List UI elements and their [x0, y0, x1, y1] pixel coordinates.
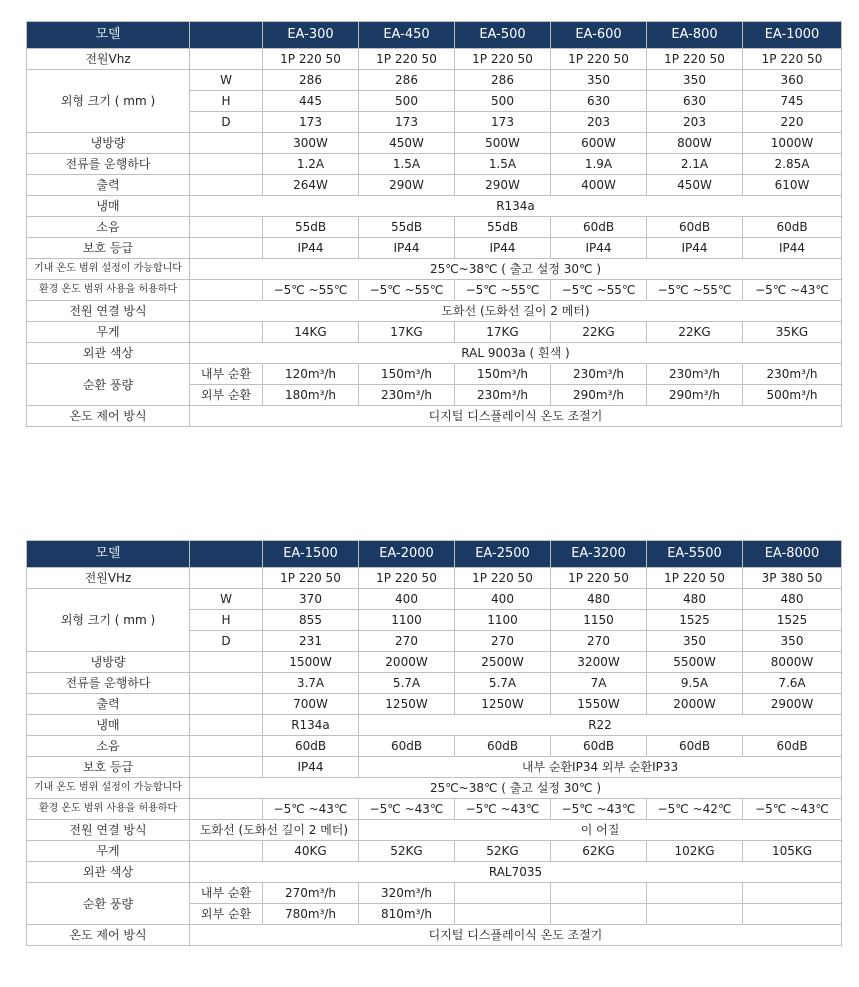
cell-value: 350: [551, 70, 647, 91]
power-row: [27, 49, 842, 70]
cell-value: 2.1A: [647, 154, 743, 175]
cell-value: 290W: [455, 175, 551, 196]
row-label: 온도 제어 방식: [27, 406, 190, 427]
cell-value: 231: [263, 631, 359, 652]
header-label: 모델: [27, 22, 190, 49]
cell-value: 디지털 디스플레이식 온도 조절기: [190, 406, 842, 427]
cell-value: 630: [551, 91, 647, 112]
sub-label: H: [190, 610, 263, 631]
cell-value: 60dB: [359, 736, 455, 757]
model-name: EA-2000: [359, 541, 455, 568]
cell-value: 1P 220 50: [359, 568, 455, 589]
cell-value: 1.2A: [263, 154, 359, 175]
cell-value: R22: [359, 715, 842, 736]
cell-value: 480: [647, 589, 743, 610]
cell-value: 150m³/h: [455, 364, 551, 385]
cell-value: 5.7A: [359, 673, 455, 694]
cell-value: 55dB: [263, 217, 359, 238]
airflow-inner-row: [27, 364, 842, 385]
cell-value: R134a: [263, 715, 359, 736]
cell-value: 610W: [743, 175, 842, 196]
cell-value: 55dB: [359, 217, 455, 238]
cell-value: 17KG: [455, 322, 551, 343]
ambient-temp-row: [27, 799, 842, 820]
row-label: 외관 색상: [27, 862, 190, 883]
sub-blank: [190, 841, 263, 862]
cell-value: 630: [647, 91, 743, 112]
model-name: EA-450: [359, 22, 455, 49]
cell-value: 286: [455, 70, 551, 91]
row-label: 냉방량: [27, 652, 190, 673]
row-label: 무게: [27, 841, 190, 862]
cell-value: 25℃~38℃ ( 출고 설정 30℃ ): [190, 778, 842, 799]
cell-value: 290W: [359, 175, 455, 196]
cell-value: 2500W: [455, 652, 551, 673]
row-label: 외관 색상: [27, 343, 190, 364]
sub-blank: [190, 715, 263, 736]
cell-value: IP44: [359, 238, 455, 259]
row-label: 무게: [27, 322, 190, 343]
cell-value: 350: [647, 631, 743, 652]
cell-value: 40KG: [263, 841, 359, 862]
cell-value: 1150: [551, 610, 647, 631]
cell-value: 450W: [359, 133, 455, 154]
cell-value: 400W: [551, 175, 647, 196]
cell-value: [455, 883, 551, 904]
cell-value: 203: [551, 112, 647, 133]
cell-value: 290m³/h: [551, 385, 647, 406]
cell-value: 이 어질: [359, 820, 842, 841]
cell-value: 1550W: [551, 694, 647, 715]
cell-value: 1P 220 50: [455, 49, 551, 70]
cell-value: [455, 904, 551, 925]
cell-value: 270: [359, 631, 455, 652]
row-label: 보호 등급: [27, 238, 190, 259]
cell-value: 5500W: [647, 652, 743, 673]
sub-blank: [190, 280, 263, 301]
cell-value: 1P 220 50: [263, 568, 359, 589]
sub-label: W: [190, 70, 263, 91]
sub-label: 외부 순환: [190, 385, 263, 406]
cell-value: 270m³/h: [263, 883, 359, 904]
cell-value: 320m³/h: [359, 883, 455, 904]
cell-value: 1100: [359, 610, 455, 631]
refrigerant-row: [27, 196, 842, 217]
cell-value: 105KG: [743, 841, 842, 862]
cell-value: 3200W: [551, 652, 647, 673]
cell-value: −5℃ ~43℃: [743, 799, 842, 820]
cell-value: 22KG: [647, 322, 743, 343]
cell-value: 5.7A: [455, 673, 551, 694]
cell-value: 52KG: [455, 841, 551, 862]
cell-value: IP44: [263, 757, 359, 778]
cell-value: 2000W: [359, 652, 455, 673]
cell-value: 1.9A: [551, 154, 647, 175]
cell-value: −5℃ ~55℃: [647, 280, 743, 301]
cell-value: 264W: [263, 175, 359, 196]
sub-blank: [190, 799, 263, 820]
cell-value: 1P 220 50: [647, 568, 743, 589]
cell-value: 480: [743, 589, 842, 610]
row-label: 순환 풍량: [27, 364, 190, 406]
row-label: 전류를 운행하다: [27, 154, 190, 175]
cell-value: 173: [455, 112, 551, 133]
cell-value: 173: [359, 112, 455, 133]
row-label: 환경 온도 범위 사용을 허용하다: [27, 280, 190, 301]
cell-value: 25℃~38℃ ( 출고 설정 30℃ ): [190, 259, 842, 280]
row-label: 전원 연결 방식: [27, 820, 190, 841]
cell-value: −5℃ ~43℃: [263, 799, 359, 820]
cell-value: 3P 380 50: [743, 568, 842, 589]
cell-value: −5℃ ~43℃: [743, 280, 842, 301]
row-label: 외형 크기 ( mm ): [27, 589, 190, 652]
model-name: EA-500: [455, 22, 551, 49]
cell-value: 150m³/h: [359, 364, 455, 385]
cell-value: [551, 904, 647, 925]
cell-value: IP44: [551, 238, 647, 259]
row-label: 전원Vhz: [27, 49, 190, 70]
current-row: [27, 154, 842, 175]
cell-value: 500W: [455, 133, 551, 154]
row-label: 출력: [27, 694, 190, 715]
cell-value: 290m³/h: [647, 385, 743, 406]
header-label: 모델: [27, 541, 190, 568]
sub-blank: [190, 217, 263, 238]
row-label: 전원 연결 방식: [27, 301, 190, 322]
cell-value: −5℃ ~55℃: [263, 280, 359, 301]
cell-value: 270: [455, 631, 551, 652]
cell-value: 60dB: [647, 736, 743, 757]
cell-value: 810m³/h: [359, 904, 455, 925]
row-label: 냉방량: [27, 133, 190, 154]
cell-value: 745: [743, 91, 842, 112]
cell-value: 도화선 (도화선 길이 2 메터): [190, 301, 842, 322]
cell-value: 8000W: [743, 652, 842, 673]
model-name: EA-1500: [263, 541, 359, 568]
color-row: [27, 343, 842, 364]
power-row: [27, 568, 842, 589]
cell-value: 62KG: [551, 841, 647, 862]
cell-value: 1P 220 50: [359, 49, 455, 70]
cell-value: IP44: [263, 238, 359, 259]
size-w-row: [27, 70, 842, 91]
cooling-row: [27, 652, 842, 673]
cell-value: 700W: [263, 694, 359, 715]
cell-value: 800W: [647, 133, 743, 154]
spec-table-1: [26, 21, 842, 427]
sub-label: 내부 순환: [190, 883, 263, 904]
cell-value: 1250W: [359, 694, 455, 715]
cell-value: 370: [263, 589, 359, 610]
header-blank: [190, 541, 263, 568]
row-label: 소음: [27, 217, 190, 238]
cell-value: 60dB: [743, 217, 842, 238]
cell-value: RAL 9003a ( 흰색 ): [190, 343, 842, 364]
row-label: 냉매: [27, 196, 190, 217]
model-name: EA-5500: [647, 541, 743, 568]
cell-value: 350: [647, 70, 743, 91]
header-row: [27, 22, 842, 49]
cell-value: 780m³/h: [263, 904, 359, 925]
spec-table-2: [26, 540, 842, 946]
model-name: EA-2500: [455, 541, 551, 568]
cell-value: 도화선 (도화선 길이 2 메터): [190, 820, 359, 841]
sub-label: H: [190, 91, 263, 112]
noise-row: [27, 217, 842, 238]
cell-value: 1P 220 50: [551, 49, 647, 70]
cell-value: 55dB: [455, 217, 551, 238]
cell-value: 400: [455, 589, 551, 610]
row-label: 환경 온도 범위 사용을 허용하다: [27, 799, 190, 820]
sub-blank: [190, 736, 263, 757]
row-label: 외형 크기 ( mm ): [27, 70, 190, 133]
cell-value: 400: [359, 589, 455, 610]
sub-label: W: [190, 589, 263, 610]
sub-blank: [190, 694, 263, 715]
model-name: EA-300: [263, 22, 359, 49]
cell-value: 220: [743, 112, 842, 133]
row-label: 전원VHz: [27, 568, 190, 589]
row-label: 소음: [27, 736, 190, 757]
ambient-temp-row: [27, 280, 842, 301]
cell-value: 1.5A: [359, 154, 455, 175]
cell-value: IP44: [743, 238, 842, 259]
cell-value: 230m³/h: [647, 364, 743, 385]
connection-row: [27, 301, 842, 322]
output-row: [27, 175, 842, 196]
row-label: 전류를 운행하다: [27, 673, 190, 694]
cell-value: [551, 883, 647, 904]
cell-value: 230m³/h: [455, 385, 551, 406]
cell-value: −5℃ ~43℃: [551, 799, 647, 820]
cell-value: 60dB: [551, 217, 647, 238]
cell-value: 2.85A: [743, 154, 842, 175]
sub-blank: [190, 154, 263, 175]
sub-blank: [190, 673, 263, 694]
cell-value: −5℃ ~55℃: [455, 280, 551, 301]
row-label: 기내 온도 범위 설정이 가능합니다: [27, 259, 190, 280]
connection-row: [27, 820, 842, 841]
sub-blank: [190, 49, 263, 70]
cell-value: 286: [359, 70, 455, 91]
cell-value: 2900W: [743, 694, 842, 715]
cell-value: 1525: [743, 610, 842, 631]
cell-value: 1525: [647, 610, 743, 631]
refrigerant-row: [27, 715, 842, 736]
weight-row: [27, 322, 842, 343]
cell-value: 445: [263, 91, 359, 112]
cell-value: 500: [359, 91, 455, 112]
cell-value: 3.7A: [263, 673, 359, 694]
cell-value: 52KG: [359, 841, 455, 862]
noise-row: [27, 736, 842, 757]
cell-value: −5℃ ~55℃: [359, 280, 455, 301]
cell-value: 60dB: [551, 736, 647, 757]
cell-value: 230m³/h: [551, 364, 647, 385]
cell-value: IP44: [455, 238, 551, 259]
cell-value: 60dB: [743, 736, 842, 757]
model-name: EA-600: [551, 22, 647, 49]
control-row: [27, 406, 842, 427]
model-name: EA-1000: [743, 22, 842, 49]
cell-value: 1.5A: [455, 154, 551, 175]
weight-row: [27, 841, 842, 862]
cell-value: 14KG: [263, 322, 359, 343]
internal-temp-row: [27, 259, 842, 280]
cell-value: 1000W: [743, 133, 842, 154]
cell-value: 230m³/h: [359, 385, 455, 406]
sub-label: D: [190, 112, 263, 133]
model-name: EA-800: [647, 22, 743, 49]
cell-value: −5℃ ~43℃: [359, 799, 455, 820]
model-name: EA-8000: [743, 541, 842, 568]
cell-value: 1500W: [263, 652, 359, 673]
row-label: 순환 풍량: [27, 883, 190, 925]
cell-value: 1P 220 50: [455, 568, 551, 589]
cell-value: 500m³/h: [743, 385, 842, 406]
sub-blank: [190, 238, 263, 259]
cell-value: 17KG: [359, 322, 455, 343]
cell-value: [647, 883, 743, 904]
cell-value: 22KG: [551, 322, 647, 343]
cell-value: 360: [743, 70, 842, 91]
cell-value: 450W: [647, 175, 743, 196]
cell-value: 1P 220 50: [743, 49, 842, 70]
cell-value: 855: [263, 610, 359, 631]
cell-value: 35KG: [743, 322, 842, 343]
sub-blank: [190, 652, 263, 673]
cooling-row: [27, 133, 842, 154]
cell-value: 120m³/h: [263, 364, 359, 385]
row-label: 출력: [27, 175, 190, 196]
cell-value: 270: [551, 631, 647, 652]
current-row: [27, 673, 842, 694]
cell-value: −5℃ ~42℃: [647, 799, 743, 820]
color-row: [27, 862, 842, 883]
sub-label: 내부 순환: [190, 364, 263, 385]
cell-value: 2000W: [647, 694, 743, 715]
cell-value: 7.6A: [743, 673, 842, 694]
cell-value: 600W: [551, 133, 647, 154]
protection-row: [27, 238, 842, 259]
cell-value: 173: [263, 112, 359, 133]
cell-value: 230m³/h: [743, 364, 842, 385]
sub-label: D: [190, 631, 263, 652]
cell-value: 내부 순환IP34 외부 순환IP33: [359, 757, 842, 778]
cell-value: 60dB: [455, 736, 551, 757]
output-row: [27, 694, 842, 715]
cell-value: 60dB: [263, 736, 359, 757]
cell-value: [647, 904, 743, 925]
cell-value: 1P 220 50: [647, 49, 743, 70]
sub-blank: [190, 133, 263, 154]
cell-value: R134a: [190, 196, 842, 217]
cell-value: 350: [743, 631, 842, 652]
model-name: EA-3200: [551, 541, 647, 568]
cell-value: 1P 220 50: [551, 568, 647, 589]
sub-label: 외부 순환: [190, 904, 263, 925]
cell-value: [743, 904, 842, 925]
sub-blank: [190, 175, 263, 196]
row-label: 냉매: [27, 715, 190, 736]
cell-value: 7A: [551, 673, 647, 694]
size-w-row: [27, 589, 842, 610]
cell-value: RAL7035: [190, 862, 842, 883]
cell-value: 300W: [263, 133, 359, 154]
cell-value: 디지털 디스플레이식 온도 조절기: [190, 925, 842, 946]
cell-value: 180m³/h: [263, 385, 359, 406]
sub-blank: [190, 322, 263, 343]
internal-temp-row: [27, 778, 842, 799]
cell-value: 102KG: [647, 841, 743, 862]
cell-value: 1P 220 50: [263, 49, 359, 70]
cell-value: 203: [647, 112, 743, 133]
control-row: [27, 925, 842, 946]
cell-value: 1100: [455, 610, 551, 631]
row-label: 기내 온도 범위 설정이 가능합니다: [27, 778, 190, 799]
protection-row: [27, 757, 842, 778]
cell-value: −5℃ ~55℃: [551, 280, 647, 301]
row-label: 보호 등급: [27, 757, 190, 778]
row-label: 온도 제어 방식: [27, 925, 190, 946]
header-row: [27, 541, 842, 568]
cell-value: 500: [455, 91, 551, 112]
cell-value: 60dB: [647, 217, 743, 238]
cell-value: 286: [263, 70, 359, 91]
cell-value: −5℃ ~43℃: [455, 799, 551, 820]
sub-blank: [190, 757, 263, 778]
cell-value: [743, 883, 842, 904]
sub-blank: [190, 568, 263, 589]
cell-value: 480: [551, 589, 647, 610]
cell-value: IP44: [647, 238, 743, 259]
cell-value: 9.5A: [647, 673, 743, 694]
header-blank: [190, 22, 263, 49]
airflow-inner-row: [27, 883, 842, 904]
cell-value: 1250W: [455, 694, 551, 715]
